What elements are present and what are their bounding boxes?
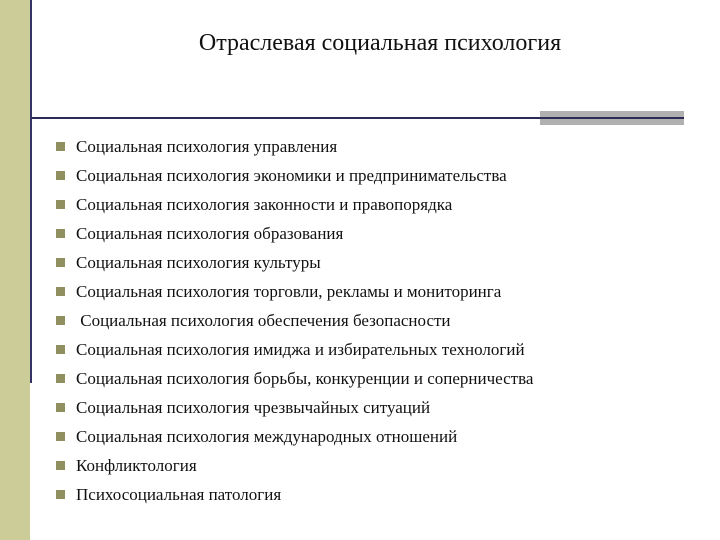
- list-item-text: Социальная психология законности и правопорядка: [76, 195, 453, 214]
- left-accent-strip: [0, 0, 30, 540]
- square-bullet-icon: [56, 316, 65, 325]
- square-bullet-icon: [56, 403, 65, 412]
- list-item-text: Социальная психология культуры: [76, 253, 321, 272]
- list-item-text: Социальная психология имиджа и избирательных технологий: [76, 340, 525, 359]
- square-bullet-icon: [56, 461, 65, 470]
- slide-title: Отраслевая социальная психология: [198, 30, 562, 56]
- left-accent-line: [30, 0, 32, 383]
- list-item-text: Социальная психология экономики и предпринимательства: [76, 166, 507, 185]
- square-bullet-icon: [56, 258, 65, 267]
- list-item-text: Социальная психология международных отношений: [76, 427, 458, 446]
- list-item-text: Социальная психология управления: [76, 137, 338, 156]
- square-bullet-icon: [56, 287, 65, 296]
- square-bullet-icon: [56, 200, 65, 209]
- title-divider-accent: [540, 111, 684, 125]
- square-bullet-icon: [56, 432, 65, 441]
- list-item-text: Социальная психология торговли, рекламы и мониторинга: [76, 282, 502, 301]
- square-bullet-icon: [56, 345, 65, 354]
- list-item-text: Социальная психология образования: [76, 224, 344, 243]
- square-bullet-icon: [56, 171, 65, 180]
- list-item-text: Социальная психология обеспечения безопасности: [76, 311, 451, 330]
- square-bullet-icon: [56, 374, 65, 383]
- list-item-text: Социальная психология борьбы, конкуренции и соперничества: [76, 369, 534, 388]
- square-bullet-icon: [56, 142, 65, 151]
- list-item-text: Психосоциальная патология: [76, 485, 282, 504]
- list-item-text: Конфликтология: [76, 456, 197, 475]
- list-item-text: Социальная психология чрезвычайных ситуаций: [76, 398, 431, 417]
- square-bullet-icon: [56, 229, 65, 238]
- square-bullet-icon: [56, 490, 65, 499]
